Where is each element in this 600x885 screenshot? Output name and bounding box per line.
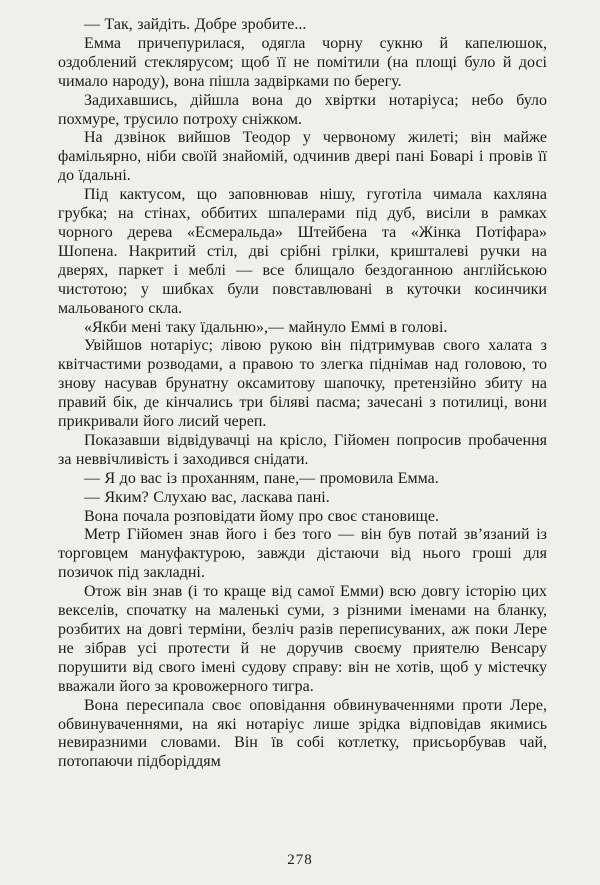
paragraph: Емма причепурилася, одягла чорну сукню й капелюшок, оздоблений стеклярусом; щоб її не помітили (на площі було й досі чимало народу), вона пішла задвірками по берегу. xyxy=(58,34,547,90)
paragraph: Метр Гійомен знав його і без того — він був потай зв’язаний із торговцем мануфактурою, завжди дістаючи від нього гроші для позичок під закладні. xyxy=(58,526,547,582)
paragraph: Показавши відвідувачці на крісло, Гійомен попросив пробачення за неввічливість і заходився снідати. xyxy=(58,431,547,468)
paragraph: Увійшов нотаріус; лівою рукою він підтримував свого халата з квітчастими розводами, а правою то злегка піднімав над головою, то знову насував брунатну оксамитову шапочку, претензійно збиту на правий бік, де кінчались три біляві пасма; зачесані з потилиці, вони прикривали його лисий череп. xyxy=(58,337,547,431)
paragraph: — Так, зайдіть. Добре зробите... xyxy=(84,16,307,33)
paragraph: Вона почала розповідати йому про своє становище. xyxy=(84,507,439,525)
page-number: 278 xyxy=(287,852,313,868)
text-block xyxy=(58,16,547,772)
paragraph: Вона пересипала своє оповідання обвинуваченнями проти Лере, обвинуваченнями, на які нотаріус лише зрідка відповідав якимись невиразними словами. Він їв собі котлетку, присьорбував чай, потопаючи підборіддям xyxy=(58,696,547,771)
paragraph: — Я до вас із проханням, пане,— промовила Емма. xyxy=(84,469,439,487)
paragraph: Під кактусом, що заповнював нішу, гуготіла чимала кахляна грубка; на стінах, оббитих шпалерами під дуб, висіли в рамках чорного дерева «Есмеральда» Штейбена та «Жінка Потіфара» Шопена. Накритий стіл, дві срібні грілки, кришталеві ручки на дверях, паркет і меблі — все блищало бездоганною англійською чистотою; у шибках були повставлювані в куточки косинчики мальованого скла. xyxy=(58,186,547,317)
paragraph: Задихавшись, дійшла вона до хвіртки нотаріуса; небо було похмуре, трусило потроху сніжком. xyxy=(58,91,547,128)
paragraph: Отож він знав (і то краще від самої Емми) всю довгу історію цих векселів, спочатку на маленькі суми, з різними іменами на бланку, розбитих на довгі терміни, безліч разів переписуваних, аж поки Лере не зібрав усі протести й не доручив своєму приятелю Венсару порушити від свого імені судову справу: він не хотів, щоб у містечку вважали його за кровожерного тигра. xyxy=(58,583,547,695)
paragraph: «Якби мені таку їдальню»,— майнуло Еммі в голові. xyxy=(84,318,448,336)
paragraph: На дзвінок вийшов Теодор у червоному жилеті; він майже фамільярно, ніби своїй знайомій, одчинив двері пані Боварі і провів її до їдальні. xyxy=(58,129,547,185)
paragraph: — Яким? Слухаю вас, ласкава пані. xyxy=(84,488,330,506)
